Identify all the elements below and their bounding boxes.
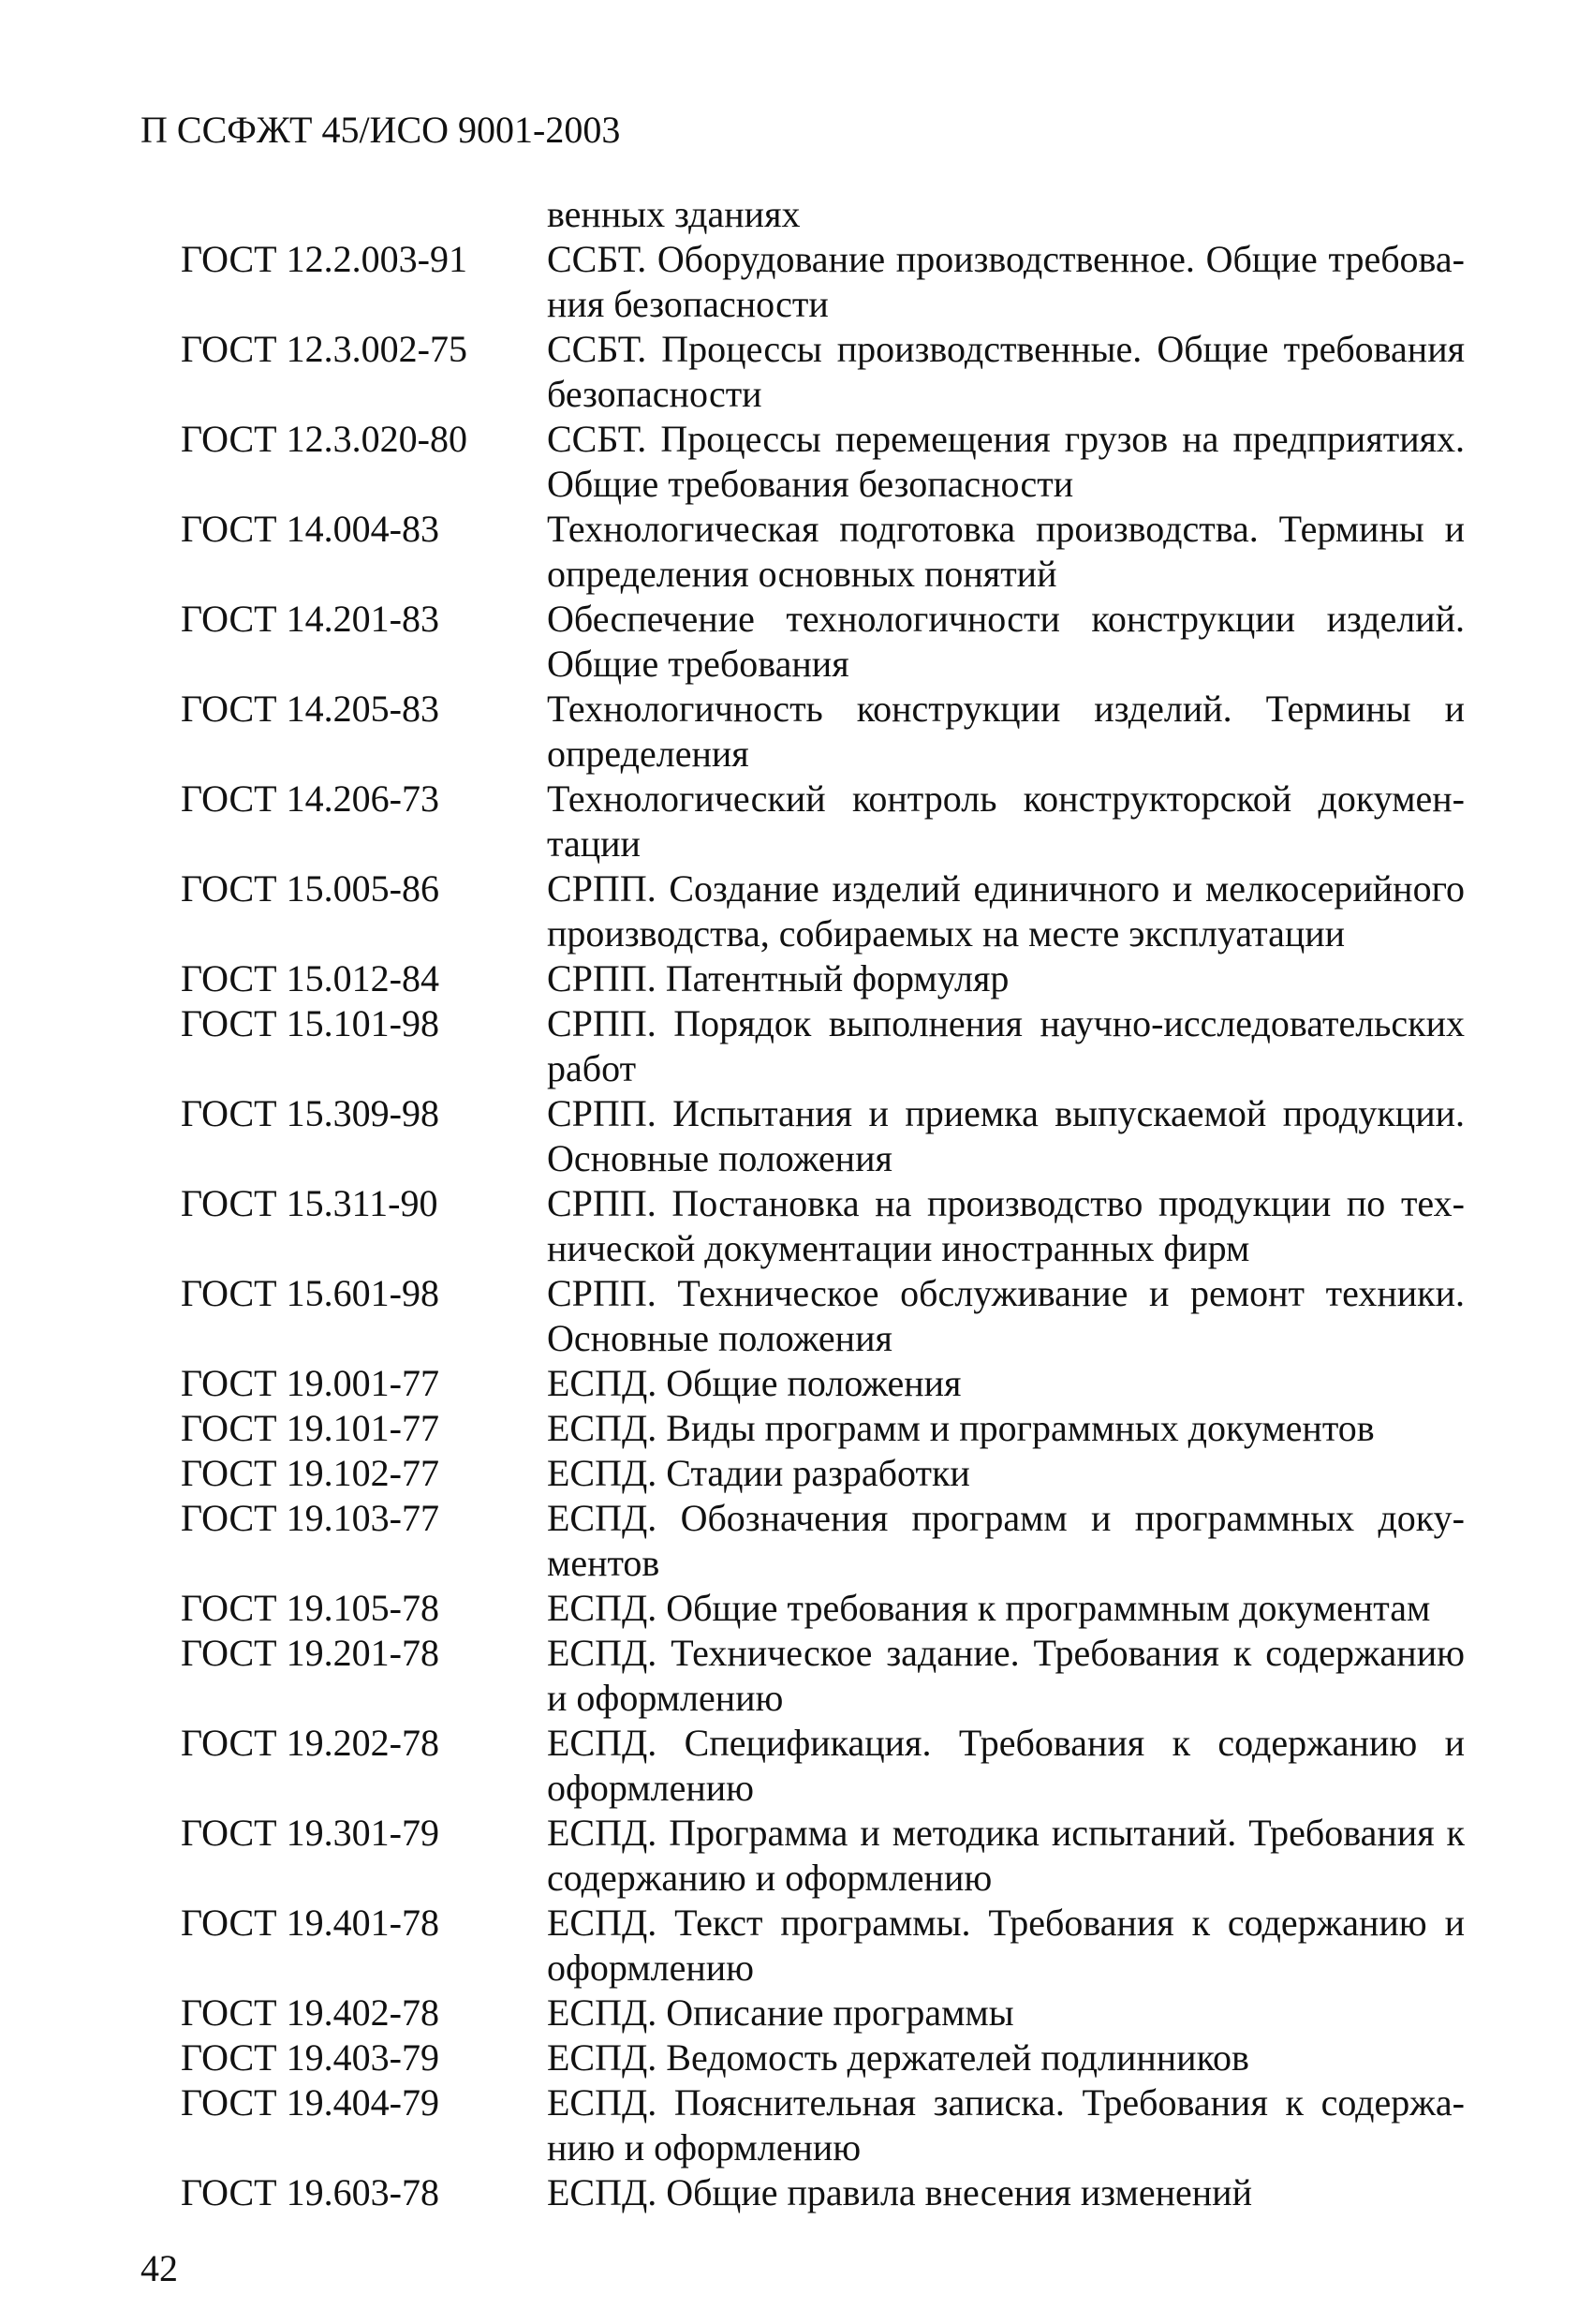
standard-code: ГОСТ 15.601-98 [181, 1272, 439, 1314]
standard-entry [0, 1586, 1593, 1631]
standard-entry [0, 1181, 1593, 1271]
standard-title: ЕСПД. Спецификация. Требования к содержанию и оформлению [547, 1722, 1465, 1809]
standard-code: ГОСТ 19.105-78 [181, 1587, 439, 1629]
standard-entry [0, 1001, 1593, 1091]
standard-title: ЕСПД. Общие требования к программным документам [547, 1587, 1431, 1629]
standard-entry [0, 687, 1593, 777]
standard-code: ГОСТ 19.102-77 [181, 1452, 439, 1494]
standard-entry [0, 1721, 1593, 1811]
standard-code: ГОСТ 19.404-79 [181, 2081, 439, 2124]
standard-entry [0, 1901, 1593, 1991]
standard-title: ЕСПД. Общие положения [547, 1362, 962, 1404]
standard-code: ГОСТ 15.101-98 [181, 1002, 439, 1044]
standard-code: ГОСТ 12.3.002-75 [181, 328, 467, 370]
standard-entry [0, 1406, 1593, 1451]
standard-entry [0, 2080, 1593, 2170]
page-header: П ССФЖТ 45/ИСО 9001-2003 [140, 109, 621, 151]
standards-list [0, 192, 1593, 2215]
standard-title: ЕСПД. Техническое задание. Требования к содержанию и оформлению [547, 1632, 1465, 1719]
standard-code: ГОСТ 19.101-77 [181, 1407, 439, 1449]
standard-code: ГОСТ 19.301-79 [181, 1812, 439, 1854]
page-number: 42 [140, 2247, 178, 2289]
standard-title: СРПП. Постановка на производство продукции по технической документации иностранных фирм [547, 1182, 1465, 1269]
standard-title: СРПП. Испытания и приемка выпускаемой продукции. Основные положения [547, 1092, 1465, 1179]
standard-entry-continuation [0, 192, 1593, 237]
standard-entry [0, 866, 1593, 956]
standard-title: венных зданиях [547, 193, 801, 235]
standard-title: СРПП. Патентный формуляр [547, 957, 1010, 999]
standard-code: ГОСТ 19.202-78 [181, 1722, 439, 1764]
standard-code: ГОСТ 19.403-79 [181, 2036, 439, 2079]
standard-entry [0, 1631, 1593, 1721]
standard-entry [0, 1271, 1593, 1361]
standard-title: СРПП. Техническое обслуживание и ремонт техники. Основные положения [547, 1272, 1465, 1359]
standard-title: Технологическая подготовка производства. Термины и определения основных понятий [547, 508, 1465, 595]
standard-title: ЕСПД. Ведомость держателей подлинников [547, 2036, 1249, 2079]
standard-entry [0, 956, 1593, 1001]
standard-code: ГОСТ 15.005-86 [181, 867, 439, 910]
standard-title: ЕСПД. Виды программ и программных документов [547, 1407, 1375, 1449]
standard-code: ГОСТ 19.103-77 [181, 1497, 439, 1539]
standard-entry [0, 237, 1593, 327]
standard-code: ГОСТ 14.206-73 [181, 777, 439, 820]
standard-code: ГОСТ 15.012-84 [181, 957, 439, 999]
standard-code: ГОСТ 19.401-78 [181, 1902, 439, 1944]
standard-title: ССБТ. Процессы перемещения грузов на предприятиях. Общие требования безопасности [547, 418, 1465, 505]
standard-code: ГОСТ 12.3.020-80 [181, 418, 467, 460]
standard-title: ЕСПД. Программа и методика испытаний. Требования к содержанию и оформлению [547, 1812, 1465, 1899]
standard-entry [0, 417, 1593, 507]
standard-entry [0, 1361, 1593, 1406]
standard-entry [0, 327, 1593, 417]
standard-title: ССБТ. Оборудование производственное. Общие требования безопасности [547, 238, 1465, 325]
standard-entry [0, 1991, 1593, 2035]
standard-code: ГОСТ 15.309-98 [181, 1092, 439, 1134]
standard-entry [0, 777, 1593, 866]
standard-entry [0, 2035, 1593, 2080]
standard-code: ГОСТ 12.2.003-91 [181, 238, 467, 280]
standard-code: ГОСТ 19.201-78 [181, 1632, 439, 1674]
standard-code: ГОСТ 19.001-77 [181, 1362, 439, 1404]
standard-title: ЕСПД. Описание программы [547, 1991, 1014, 2034]
standard-code: ГОСТ 14.201-83 [181, 598, 439, 640]
standard-entry [0, 1451, 1593, 1496]
standard-title: Технологический контроль конструкторской документации [547, 777, 1465, 865]
standard-entry [0, 597, 1593, 687]
standard-title: ССБТ. Процессы производственные. Общие требования безопасности [547, 328, 1465, 415]
standard-entry [0, 2170, 1593, 2215]
standard-entry [0, 1496, 1593, 1586]
standard-title: ЕСПД. Текст программы. Требования к содержанию и оформлению [547, 1902, 1465, 1989]
standard-entry [0, 1091, 1593, 1181]
standard-title: Технологичность конструкции изделий. Термины и определения [547, 688, 1465, 775]
standard-code: ГОСТ 14.205-83 [181, 688, 439, 730]
standard-title: ЕСПД. Пояснительная записка. Требования к содержанию и оформлению [547, 2081, 1465, 2169]
standard-title: СРПП. Создание изделий единичного и мелкосерийного производства, собираемых на месте эксплуатации [547, 867, 1465, 955]
standard-entry [0, 1811, 1593, 1901]
standard-title: ЕСПД. Обозначения программ и программных документов [547, 1497, 1465, 1584]
standard-code: ГОСТ 19.603-78 [181, 2171, 439, 2213]
standard-title: ЕСПД. Стадии разработки [547, 1452, 970, 1494]
standard-entry [0, 507, 1593, 597]
standard-title: Обеспечение технологичности конструкции изделий. Общие требования [547, 598, 1465, 685]
standard-code: ГОСТ 15.311-90 [181, 1182, 438, 1224]
standard-title: ЕСПД. Общие правила внесения изменений [547, 2171, 1252, 2213]
standard-code: ГОСТ 19.402-78 [181, 1991, 439, 2034]
standard-title: СРПП. Порядок выполнения научно-исследовательских работ [547, 1002, 1465, 1089]
standard-code: ГОСТ 14.004-83 [181, 508, 439, 550]
